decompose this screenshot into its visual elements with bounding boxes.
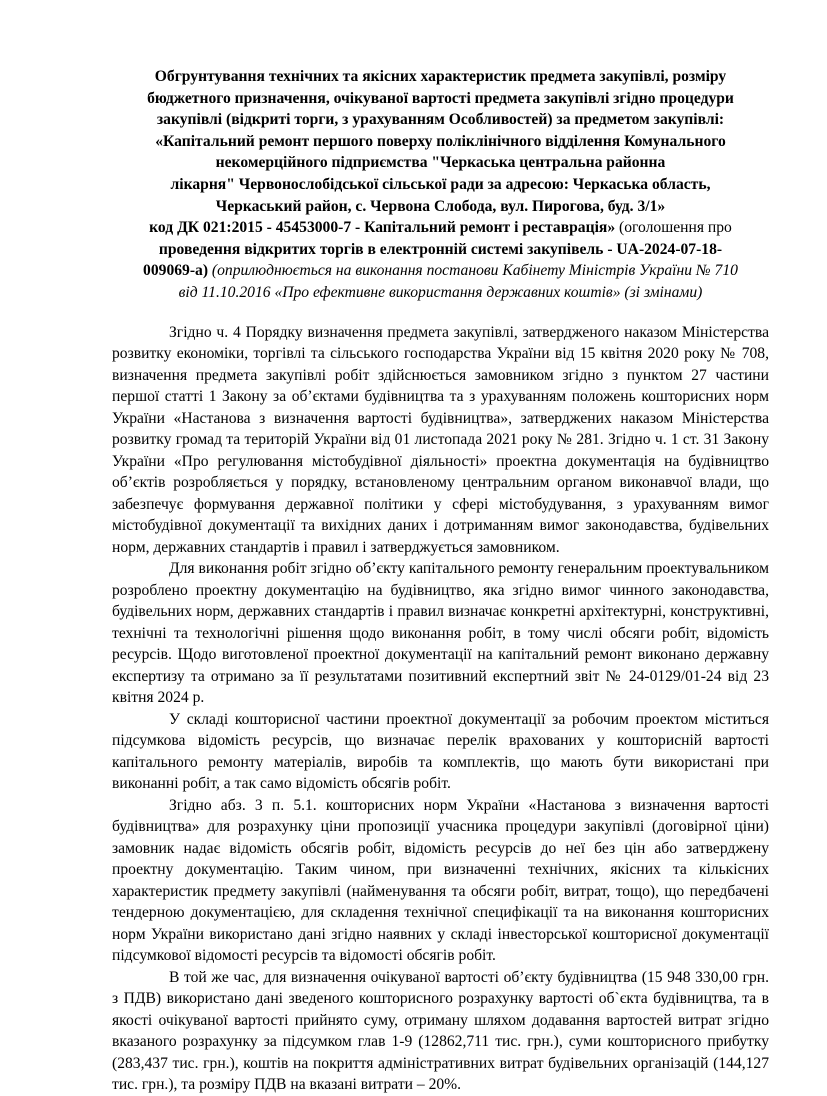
title-line: Обгрунтування технічних та якісних характеристик предмета закупівлі, розміру [154, 68, 727, 85]
title-line: закупівлі (відкриті торги, з урахуванням Особливостей) за предметом закупівлі: [156, 111, 725, 129]
paragraph: Згідно ч. 4 Порядку визначення предмета закупівлі, затвердженого наказом Міністерства розвитку економіки, торгівлі та сільського господарства України від 15 квітня 2020 року № 708, визначення предмета закупівлі робіт здійснюється замовником згідно з пунктом 27 частини першої статті 1 Закону за об’єктами будівництва та з урахуванням положень кошторисних норм України «Настанова з визначення вартості будівництва», затверджених наказом Міністерства розвитку громад та територій України від 01 листопада 2021 року № 281. Згідно ч. 1 ст. 31 Закону України «Про регулювання містобудівної діяльності» проектна документація на будівництво об’єктів розробляється у порядку, встановленому центральним органом виконавчої влади, що забезпечує формування державної політики у сфері містобудування, з урахуванням вимог містобудівної документації та вихідних даних і дотриманням вимог законодавства, будівельних норм, державних стандартів і правил і затверджується замовником. [112, 323, 769, 556]
title-code: код ДК 021:2015 - 45453000-7 - Капітальний ремонт і реставрація» [149, 219, 616, 237]
paragraph: В той же час, для визначення очікуваної вартості об’єкту будівництва (15 948 330,00 грн. з ПДВ) використано дані зведеного кошторисного розрахунку вартості об`єкта будівництва, та в якості очікуваної вартості прийнято суму, отриману шляхом додавання вартостей витрат згідно вказаного розрахунку за підсумком глав 1-9 (12862,711 тис. грн.), суми кошторисного прибутку (283,437 тис. грн.), коштів на покриття адміністративних витрат будівельних організацій (144,127 тис. грн.), та розміру ПДВ на вказані витрати – 20%. [112, 968, 769, 1094]
title-line: Черкаський район, с. Червона Слобода, вул. Пирогова, буд. 3/1» [215, 197, 666, 215]
document-body [112, 322, 769, 1096]
title-line: «Капітальний ремонт першого поверху поліклінічного відділення Комунального [155, 132, 726, 150]
title-procurement-id-line [112, 260, 769, 282]
title-procurement-id: 009069-a) [143, 262, 209, 280]
paragraph: Для виконання робіт згідно об’єкту капітального ремонту генеральним проектувальником розроблено проектну документацію на будівництво, яка згідно вимог чинного законодавства, будівельних норм, державних стандартів і правил визначає конкретні архітектурні, конструктивні, технічні та технологічні рішення щодо виконання робіт, в тому числі обсяги робіт, відомість ресурсів. Щодо виготовленої проектної документації на капітальний ремонт виконано державну експертизу та отримано за її результатами позитивний експертний звіт № 24-0129/01-24 від 23 квітня 2024 р. [112, 560, 769, 707]
paragraph: У складі кошторисної частини проектної документації за робочим проектом міститься підсумкова відомість ресурсів, що визначає перелік врахованих у кошторисній вартості капітального ремонту матеріалів, виробів та комплектів, що мають бути використані при виконанні робіт, а так само відомість обсягів робіт. [112, 710, 769, 793]
title-code-line [112, 217, 769, 239]
title-line: некомерційного підприємства "Черкаська центральна районна [215, 154, 666, 172]
title-line: лікарня" Червонослобідської сільської ради за адресою: Черкаська область, [170, 175, 711, 193]
title-italic-note: (оприлюднюється на виконання постанови Кабінету Міністрів України № 710 [208, 262, 738, 280]
title-line: бюджетного призначення, очікуваної вартості предмета закупівлі згідно процедури [147, 89, 734, 107]
paragraph: Згідно абз. 3 п. 5.1. кошторисних норм України «Настанова з визначення вартості будівництва» для розрахунку ціни пропозиції учасника процедури закупівлі (договірної ціни) замовник надає відомість обсягів робіт, відомість ресурсів до неї без цін або затверджену проектну документацію. Таким чином, при визначенні технічних, якісних та кількісних характеристик предмету закупівлі (найменування та обсяги робіт, витрат, тощо), що передбачені тендерною документацією, для складення технічної специфікації та на виконання кошторисних норм України використано дані згідно наявних у складі інвесторської кошторисної документації підсумкової відомості ресурсів та відомості обсягів робіт. [112, 796, 769, 965]
title-line: проведення відкритих торгів в електронній системі закупівель - UA-2024-07-18- [158, 240, 723, 258]
title-announcement-open: (оголошення про [615, 219, 732, 237]
document-title [112, 66, 769, 304]
title-italic-note-2: від 11.10.2016 «Про ефективне використання державних коштів» (зі змінами) [178, 283, 703, 301]
